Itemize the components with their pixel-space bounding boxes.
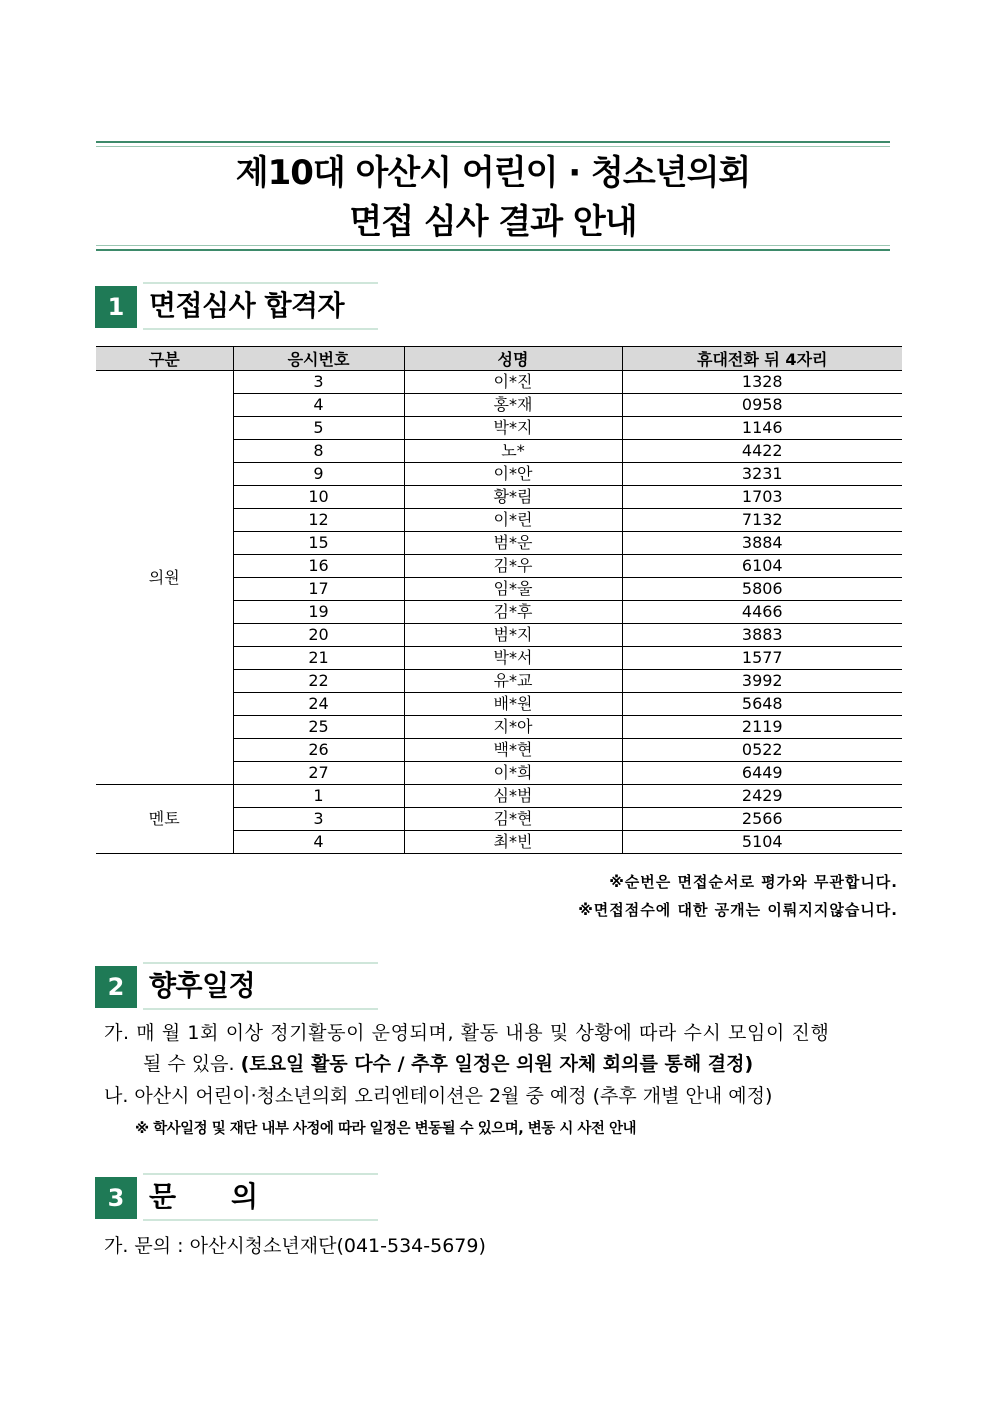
name-cell: 범*운 [404, 532, 622, 555]
phone-cell: 5104 [622, 831, 902, 854]
phone-cell: 3992 [622, 670, 902, 693]
name-cell: 홍*재 [404, 394, 622, 417]
phone-cell: 1577 [622, 647, 902, 670]
phone-cell: 2119 [622, 716, 902, 739]
applicant-number-cell: 9 [233, 463, 404, 486]
contact-item: 가. 문의 : 아산시청소년재단(041-534-5679) [104, 1235, 486, 1257]
applicant-number-cell: 27 [233, 762, 404, 785]
group-label: 의원 [96, 371, 233, 785]
applicant-number-cell: 22 [233, 670, 404, 693]
section-1-top-line [143, 282, 378, 284]
section-1-title: 면접심사 합격자 [149, 289, 345, 322]
phone-cell: 2429 [622, 785, 902, 808]
section-2-bottom-line [143, 1008, 378, 1010]
header-phone-last4: 휴대전화 뒤 4자리 [622, 347, 902, 371]
phone-cell: 6104 [622, 555, 902, 578]
title-bottom-rule-thin [96, 245, 890, 246]
applicant-number-cell: 20 [233, 624, 404, 647]
name-cell: 범*지 [404, 624, 622, 647]
name-cell: 김*후 [404, 601, 622, 624]
name-cell: 백*현 [404, 739, 622, 762]
header-name: 성명 [404, 347, 622, 371]
section-1-bottom-line [143, 328, 378, 330]
table-header-row [96, 347, 902, 371]
section-2-top-line [143, 962, 378, 964]
phone-cell: 4466 [622, 601, 902, 624]
applicant-number-cell: 3 [233, 371, 404, 394]
name-cell: 이*진 [404, 371, 622, 394]
phone-cell: 3883 [622, 624, 902, 647]
name-cell: 지*아 [404, 716, 622, 739]
applicant-number-cell: 25 [233, 716, 404, 739]
phone-cell: 0958 [622, 394, 902, 417]
applicant-number-cell: 26 [233, 739, 404, 762]
section-1-header [95, 286, 378, 328]
page-title-line2: 면접 심사 결과 안내 [349, 202, 637, 242]
table-row [96, 371, 902, 394]
phone-cell: 5806 [622, 578, 902, 601]
phone-cell: 1328 [622, 371, 902, 394]
name-cell: 이*안 [404, 463, 622, 486]
title-top-rule [96, 141, 890, 143]
section-3-header [95, 1177, 378, 1219]
title-block [96, 141, 890, 253]
name-cell: 배*원 [404, 693, 622, 716]
schedule-item-1-line2-bold: (토요일 활동 다수 / 추후 일정은 의원 자체 회의를 통해 결정) [240, 1053, 754, 1075]
applicant-number-cell: 4 [233, 831, 404, 854]
applicant-number-cell: 15 [233, 532, 404, 555]
applicant-number-cell: 1 [233, 785, 404, 808]
title-bottom-rule [96, 249, 890, 251]
schedule-item-1-line2-plain: 될 수 있음. [143, 1053, 241, 1075]
applicant-number-cell: 5 [233, 417, 404, 440]
phone-cell: 3231 [622, 463, 902, 486]
phone-cell: 1146 [622, 417, 902, 440]
section-2-title: 향후일정 [149, 969, 256, 1002]
name-cell: 심*범 [404, 785, 622, 808]
section-3-bottom-line [143, 1219, 378, 1221]
phone-cell: 1703 [622, 486, 902, 509]
schedule-item-1-line2 [143, 1048, 753, 1080]
phone-cell: 0522 [622, 739, 902, 762]
phone-cell: 6449 [622, 762, 902, 785]
group-label: 멘토 [96, 785, 233, 854]
name-cell: 유*교 [404, 670, 622, 693]
name-cell: 박*서 [404, 647, 622, 670]
results-table [96, 346, 902, 854]
name-cell: 김*우 [404, 555, 622, 578]
note-score: ※면접점수에 대한 공개는 이뤄지지않습니다. [578, 901, 898, 919]
phone-cell: 3884 [622, 532, 902, 555]
section-3-title: 문 의 [149, 1180, 258, 1213]
name-cell: 이*린 [404, 509, 622, 532]
table-row [96, 785, 902, 808]
name-cell: 황*림 [404, 486, 622, 509]
applicant-number-cell: 3 [233, 808, 404, 831]
applicant-number-cell: 12 [233, 509, 404, 532]
phone-cell: 7132 [622, 509, 902, 532]
header-category: 구분 [96, 347, 233, 371]
section-3-number: 3 [95, 1177, 137, 1219]
section-1-number: 1 [95, 286, 137, 328]
header-applicant-number: 응시번호 [233, 347, 404, 371]
section-2-number: 2 [95, 966, 137, 1008]
schedule-item-1-line1: 가. 매 월 1회 이상 정기활동이 운영되며, 활동 내용 및 상황에 따라 수시 모임이 진행 [104, 1022, 830, 1044]
phone-cell: 4422 [622, 440, 902, 463]
applicant-number-cell: 24 [233, 693, 404, 716]
applicant-number-cell: 8 [233, 440, 404, 463]
section-3-top-line [143, 1173, 378, 1175]
page-title-line1: 제10대 아산시 어린이 · 청소년의회 [235, 153, 751, 193]
title-top-rule-thin [96, 146, 890, 147]
applicant-number-cell: 16 [233, 555, 404, 578]
schedule-item-2: 나. 아산시 어린이·청소년의회 오리엔테이션은 2월 중 예정 (추후 개별 안내 예정) [104, 1085, 773, 1107]
note-order: ※순번은 면접순서로 평가와 무관합니다. [609, 873, 898, 891]
name-cell: 김*현 [404, 808, 622, 831]
applicant-number-cell: 19 [233, 601, 404, 624]
name-cell: 최*빈 [404, 831, 622, 854]
name-cell: 노* [404, 440, 622, 463]
applicant-number-cell: 10 [233, 486, 404, 509]
name-cell: 박*지 [404, 417, 622, 440]
applicant-number-cell: 17 [233, 578, 404, 601]
schedule-change-note: ※ 학사일정 및 재단 내부 사정에 따라 일정은 변동될 수 있으며, 변동 시 사전 안내 [135, 1121, 636, 1137]
phone-cell: 2566 [622, 808, 902, 831]
applicant-number-cell: 21 [233, 647, 404, 670]
section-2-header [95, 966, 378, 1008]
name-cell: 임*울 [404, 578, 622, 601]
name-cell: 이*희 [404, 762, 622, 785]
applicant-number-cell: 4 [233, 394, 404, 417]
phone-cell: 5648 [622, 693, 902, 716]
